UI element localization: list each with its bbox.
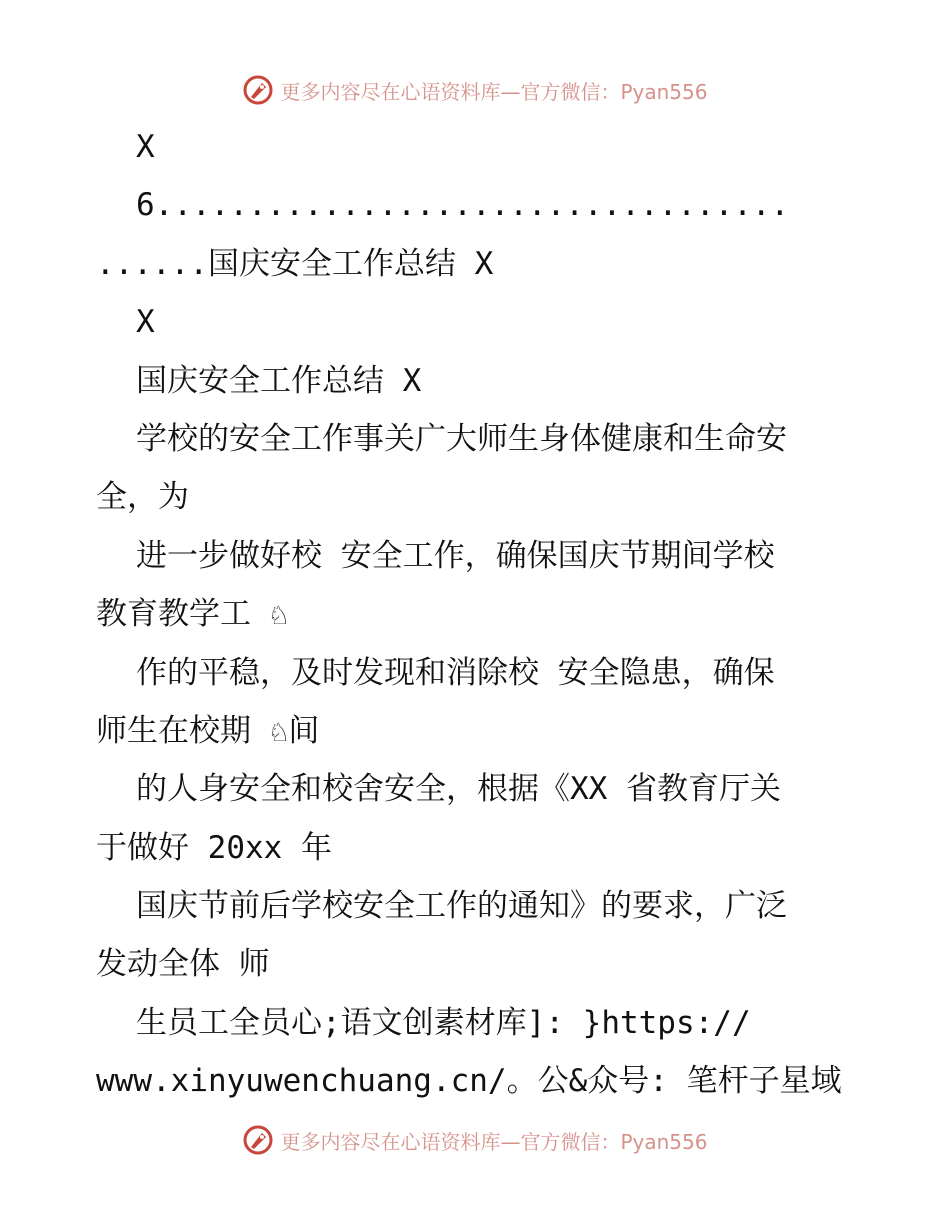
- header-banner: [0, 70, 950, 110]
- text-line: 6..................................: [136, 187, 790, 224]
- document-body: [96, 118, 866, 1111]
- text-line: X: [136, 129, 155, 165]
- footer-banner-text: 更多内容尽在心语资料库—官方微信：Pyan556: [280, 1129, 708, 1154]
- pen-nib-logo-icon: [242, 74, 274, 106]
- footer-banner: [0, 1120, 950, 1160]
- text-line: 发动全体 师: [96, 946, 270, 983]
- text-line: 师生在校期 ♘间: [96, 712, 320, 749]
- text-line: 全，为: [96, 479, 189, 516]
- text-line: 学校的安全工作事关广大师生身体健康和生命安: [136, 420, 787, 457]
- text-line: 国庆节前后学校安全工作的通知》的要求，广泛: [136, 888, 787, 925]
- text-line: 国庆安全工作总结 X: [136, 362, 422, 399]
- text-line: www.xinyuwenchuang.cn/。公&众号: 笔杆子星域: [96, 1063, 842, 1100]
- text-line: ......国庆安全工作总结 X: [96, 245, 494, 282]
- text-line: X: [136, 304, 155, 341]
- header-banner-text: 更多内容尽在心语资料库—官方微信：Pyan556: [280, 79, 708, 104]
- text-line: 的人身安全和校舍安全，根据《XX 省教育厅关: [136, 771, 781, 808]
- text-line: 教育教学工 ♘: [96, 596, 289, 633]
- text-line: 进一步做好校 安全工作，确保国庆节期间学校: [136, 537, 775, 574]
- text-line: 生员工全员心;语文创素材库]: }https://: [136, 1004, 751, 1041]
- pen-nib-logo-icon: [242, 1124, 274, 1156]
- text-line: 于做好 20xx 年: [96, 829, 332, 866]
- text-line: 作的平稳，及时发现和消除校 安全隐患，确保: [136, 654, 775, 691]
